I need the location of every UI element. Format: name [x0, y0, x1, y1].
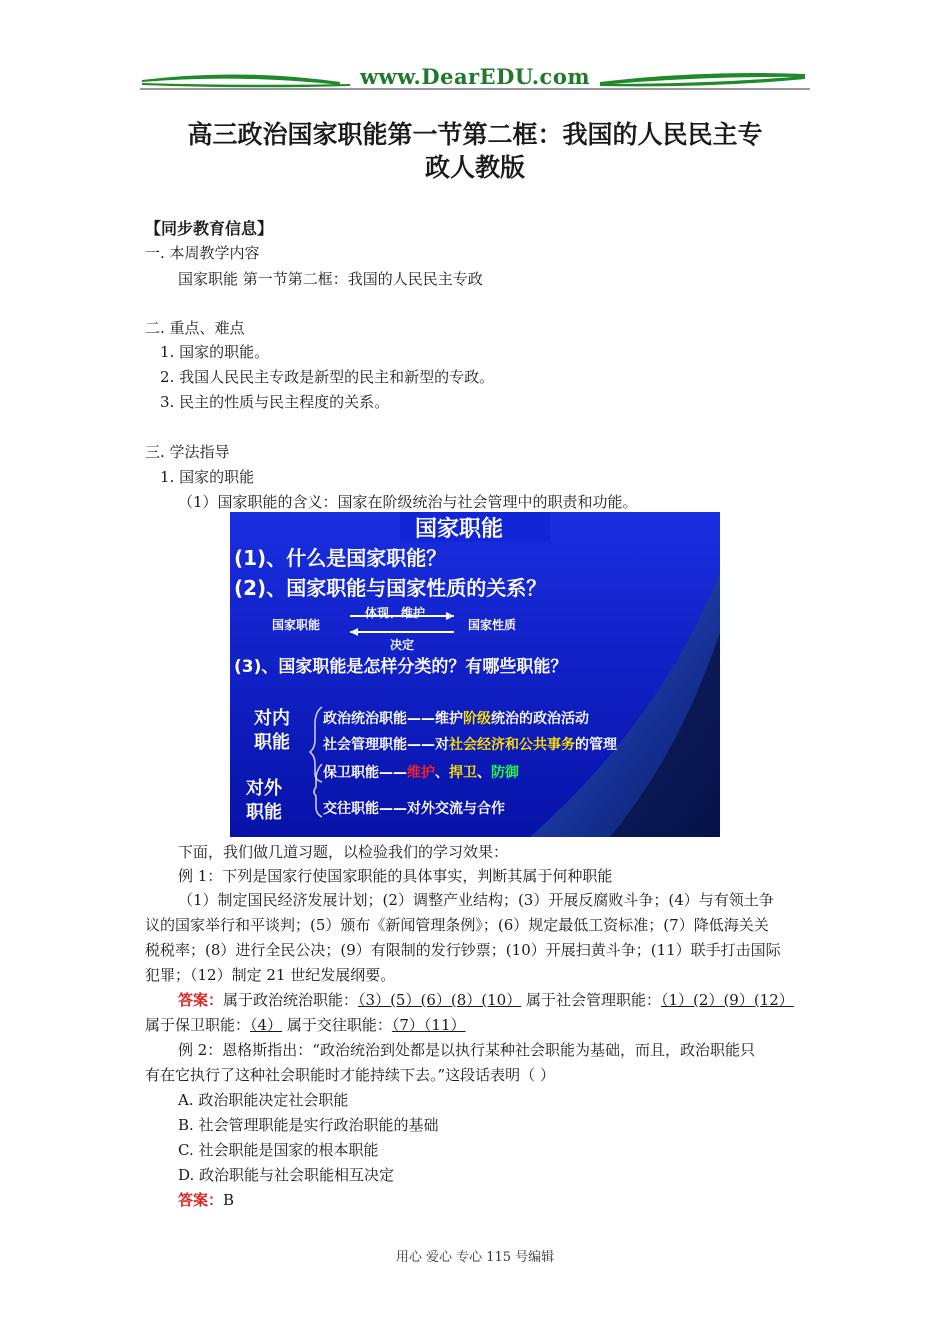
answer-label: 答案： — [178, 991, 224, 1009]
ex1-line-2: 议的国家举行和平谈判；(5）颁布《新闻管理条例》；(6）规定最低工资标准；(7）降低海关关 — [145, 916, 769, 934]
slide-item-2-a: 社会管理职能——对 — [323, 737, 449, 753]
slide-item-1-a: 政治统治职能——维护 — [323, 711, 463, 727]
s2-item-1: 1. 国家的职能。 — [160, 343, 270, 361]
ex1-question: 例 1：下列是国家行使国家职能的具体事实，判断其属于何种职能 — [178, 867, 613, 885]
ans1-defense-label: 属于保卫职能： — [145, 1016, 251, 1034]
slide-q2: (2)、国家职能与国家性质的关系？ — [234, 576, 547, 600]
slide-item-3-a: 保卫职能—— — [323, 765, 407, 781]
s2-item-2: 2. 我国人民民主专政是新型的民主和新型的专政。 — [160, 368, 495, 386]
ans1-exchange-label: 属于交往职能： — [286, 1016, 392, 1034]
slide-image — [230, 512, 720, 837]
slide-item-2 — [323, 734, 617, 754]
ex2-option-a: A. 政治职能决定社会职能 — [178, 1091, 349, 1109]
slide-item-3-f: 防御 — [491, 765, 519, 781]
ex2-option-c: C. 社会职能是国家的根本职能 — [178, 1141, 379, 1159]
slide-item-1-c: 统治的政治活动 — [491, 711, 589, 727]
ex2-answer-value: B — [223, 1191, 235, 1209]
title-line-2: 政人教版 — [424, 153, 525, 182]
s2-heading: 二. 重点、难点 — [145, 319, 245, 337]
ans1-social-label: 属于社会管理职能： — [525, 991, 661, 1009]
slide-item-3-b: 维护 — [407, 765, 435, 781]
slide-internal-label-1: 对内 — [254, 708, 290, 729]
slide-arrow-top-label: 体现、维护 — [365, 606, 426, 620]
s1-heading: 一. 本周教学内容 — [145, 244, 260, 262]
answer-label-2: 答案： — [178, 1191, 224, 1209]
ans1-political-label: 属于政治统治职能： — [223, 991, 359, 1009]
slide-q3: (3)、国家职能是怎样分类的？有哪些职能？ — [234, 657, 568, 677]
s3-heading: 三. 学法指导 — [145, 443, 230, 461]
ex1-answer-line-1 — [178, 988, 794, 1013]
title-line-1: 高三政治国家职能第一节第二框：我国的人民民主专 — [187, 120, 763, 149]
slide-item-4: 交往职能——对外交流与合作 — [323, 801, 505, 817]
page-title — [140, 118, 810, 184]
slide-left-box: 国家职能 — [272, 618, 321, 632]
s2-item-3: 3. 民主的性质与民主程度的关系。 — [160, 393, 390, 411]
slide-item-2-b: 社会经济和公共事务 — [449, 737, 575, 753]
ex2-option-b: B. 社会管理职能是实行政治职能的基础 — [178, 1116, 439, 1134]
slide-item-2-c: 的管理 — [575, 737, 617, 753]
slide-item-3 — [323, 762, 519, 782]
slide-arrow-bottom-label: 决定 — [390, 638, 415, 652]
header-banner — [140, 62, 810, 96]
slide-external-label-2: 职能 — [246, 802, 282, 823]
ex2-question-line-1: 例 2：恩格斯指出：“政治统治到处都是以执行某种社会职能为基础，而且，政治职能只 — [178, 1041, 755, 1059]
slide-item-3-c: 、 — [435, 765, 449, 781]
ex1-line-4: 犯罪；（12）制定 21 世纪发展纲要。 — [145, 966, 396, 984]
slide-external-label-1: 对外 — [246, 778, 282, 799]
slide-item-1-b: 阶级 — [463, 711, 491, 727]
ans1-exchange-items: （7）（11） — [391, 1016, 466, 1034]
ex1-answer-line-2 — [145, 1013, 466, 1038]
slide-internal-label-2: 职能 — [254, 732, 290, 753]
ex2-question-line-2: 有在它执行了这种社会职能时才能持续下去。”这段话表明（ ） — [145, 1066, 555, 1084]
s3-definition: （1）国家职能的含义：国家在阶级统治与社会管理中的职责和功能。 — [178, 493, 638, 511]
exercise-intro: 下面，我们做几道习题，以检验我们的学习效果： — [178, 843, 509, 861]
ex2-answer — [178, 1188, 234, 1213]
s3-sub-1: 1. 国家的职能 — [160, 468, 255, 486]
slide-item-3-e: 、 — [477, 765, 491, 781]
slide-title: 国家职能 — [415, 517, 504, 542]
s1-content: 国家职能 第一节第二框：我国的人民民主专政 — [178, 270, 483, 288]
ans1-social-items: （1）(2）(9）(12） — [661, 991, 794, 1009]
ex2-option-d: D. 政治职能与社会职能相互决定 — [178, 1166, 395, 1184]
site-logo: www.DearEDU.com — [359, 64, 591, 89]
page-footer: 用心 爱心 专心 115 号编辑 — [395, 1250, 555, 1265]
ex1-line-1: （1）制定国民经济发展计划；(2）调整产业结构；(3）开展反腐败斗争；(4）与有领土争 — [178, 891, 774, 909]
ex1-line-3: 税税率；(8）进行全民公决；(9）有限制的发行钞票；(10）开展扫黄斗争；(11）联手打击国际 — [145, 941, 781, 959]
section-heading: 【同步教育信息】 — [145, 219, 274, 238]
slide-item-3-d: 捍卫 — [449, 765, 477, 781]
slide-q1: (1)、什么是国家职能？ — [234, 546, 447, 570]
slide-right-box: 国家性质 — [468, 618, 517, 632]
ans1-political-items: （3）(5）(6）(8）(10） — [358, 991, 522, 1009]
slide-item-1 — [323, 708, 589, 728]
ans1-defense-items: （4） — [250, 1016, 283, 1034]
